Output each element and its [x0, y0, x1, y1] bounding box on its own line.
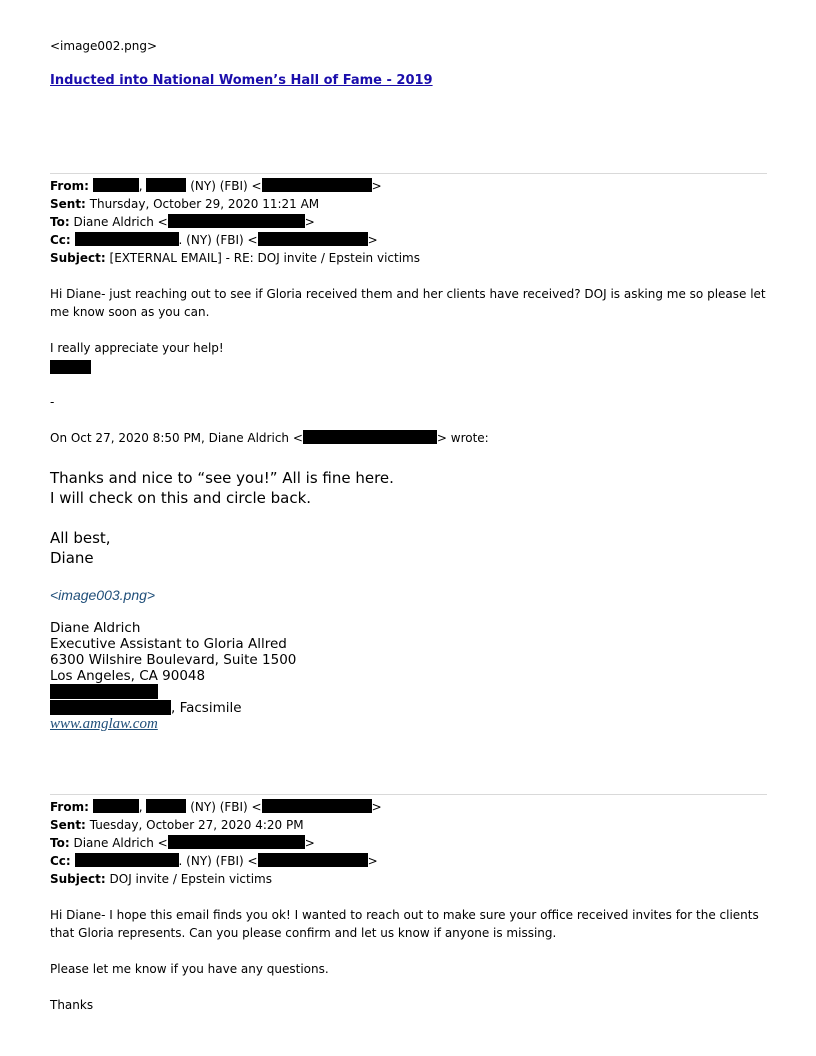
sig-fax-line — [50, 700, 242, 716]
email2-subject-line — [50, 870, 272, 888]
bracket: > — [371, 800, 382, 814]
to-value: Diane Aldrich < — [73, 215, 168, 229]
redaction-block — [50, 700, 171, 715]
subject-label: Subject: — [50, 251, 106, 265]
sig-name: Diane Aldrich — [50, 620, 141, 636]
bracket: > — [371, 179, 382, 193]
to-label: To: — [50, 215, 70, 229]
appreciate-text: I really appreciate your help! — [50, 341, 224, 355]
closing: All best, — [50, 529, 111, 547]
redaction-block — [50, 360, 91, 374]
sig-title: Executive Assistant to Gloria Allred — [50, 636, 287, 652]
email2-to-line — [50, 834, 315, 852]
email1-to-line — [50, 213, 315, 231]
email1-body-line: me know soon as you can. — [50, 305, 210, 319]
bracket: > — [367, 233, 378, 247]
email2-sent-line — [50, 816, 304, 834]
redaction-block — [168, 214, 305, 228]
sent-value: Thursday, October 29, 2020 11:21 AM — [89, 197, 320, 211]
email1-cc-line — [50, 231, 378, 249]
sig-address: 6300 Wilshire Boulevard, Suite 1500 — [50, 652, 297, 668]
subject-value: [EXTERNAL EMAIL] - RE: DOJ invite / Epstein victims — [109, 251, 420, 265]
email2-from-line — [50, 798, 382, 816]
redaction-block — [50, 684, 158, 699]
redaction-block — [146, 799, 186, 813]
quote-intro: On Oct 27, 2020 8:50 PM, Diane Aldrich < — [50, 431, 303, 445]
redaction-block — [258, 853, 368, 867]
cc-label: Cc: — [50, 233, 71, 247]
redaction-block — [303, 430, 437, 444]
thanks-text: Thanks — [50, 998, 94, 1012]
questions-text: Please let me know if you have any questions. — [50, 962, 329, 976]
sent-value: Tuesday, October 27, 2020 4:20 PM — [89, 818, 304, 832]
redaction-block — [75, 853, 179, 867]
subject-value: DOJ invite / Epstein victims — [109, 872, 272, 886]
cc-suffix: . (NY) (FBI) < — [178, 233, 258, 247]
bracket: > — [304, 836, 315, 850]
email1-sent-line — [50, 195, 319, 213]
from-label: From: — [50, 179, 89, 193]
comma: , — [138, 800, 143, 814]
sig-address: Los Angeles, CA 90048 — [50, 668, 206, 684]
divider — [50, 794, 767, 795]
redaction-block — [146, 178, 186, 192]
from-label: From: — [50, 800, 89, 814]
redaction-block — [262, 799, 372, 813]
quote-intro-line — [50, 429, 489, 447]
image-placeholder-text: <image003.png> — [50, 587, 156, 603]
email1-from-line — [50, 177, 382, 195]
quote-line: I will check on this and circle back. — [50, 489, 312, 507]
from-suffix: (NY) (FBI) < — [190, 800, 262, 814]
dash: - — [50, 395, 55, 409]
redaction-block — [168, 835, 305, 849]
comma: , — [138, 179, 143, 193]
redaction-block — [93, 178, 139, 192]
website-link[interactable]: www.amglaw.com — [50, 716, 158, 732]
email2-body-line: that Gloria represents. Can you please confirm and let us know if anyone is missing. — [50, 926, 557, 940]
redaction-block — [93, 799, 139, 813]
email1-body-line: Hi Diane- just reaching out to see if Gloria received them and her clients have received? DOJ is asking me so please let — [50, 287, 766, 301]
image-placeholder-text: <image002.png> — [50, 39, 158, 53]
quote-intro-end: > wrote: — [436, 431, 489, 445]
sent-label: Sent: — [50, 818, 86, 832]
from-suffix: (NY) (FBI) < — [190, 179, 262, 193]
redaction-block — [262, 178, 372, 192]
cc-suffix: . (NY) (FBI) < — [178, 854, 258, 868]
email2-cc-line — [50, 852, 378, 870]
sig-fax: , Facsimile — [171, 700, 242, 716]
to-value: Diane Aldrich < — [73, 836, 168, 850]
redaction-block — [75, 232, 179, 246]
quote-line: Thanks and nice to “see you!” All is fine here. — [50, 469, 394, 487]
divider — [50, 173, 767, 174]
bracket: > — [367, 854, 378, 868]
redaction-block — [258, 232, 368, 246]
bracket: > — [304, 215, 315, 229]
hall-of-fame-link[interactable]: Inducted into National Women’s Hall of Fame - 2019 — [50, 73, 433, 88]
sender-name: Diane — [50, 549, 94, 567]
to-label: To: — [50, 836, 70, 850]
sent-label: Sent: — [50, 197, 86, 211]
cc-label: Cc: — [50, 854, 71, 868]
subject-label: Subject: — [50, 872, 106, 886]
email1-subject-line — [50, 249, 420, 267]
email2-body-line: Hi Diane- I hope this email finds you ok! I wanted to reach out to make sure your office received invites for the clients — [50, 908, 759, 922]
